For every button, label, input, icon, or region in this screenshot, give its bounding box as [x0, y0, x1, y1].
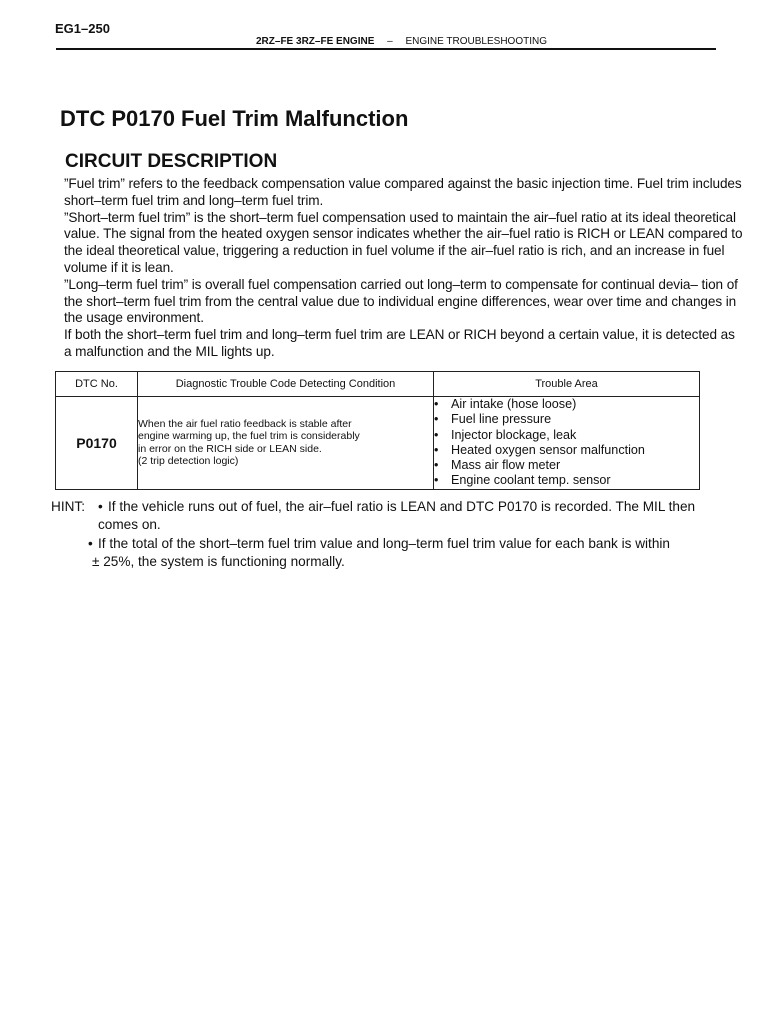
table-row	[56, 397, 700, 490]
list-item	[434, 397, 699, 412]
running-header	[256, 36, 547, 47]
running-header-dash: –	[387, 36, 393, 47]
column-header-condition: Diagnostic Trouble Code Detecting Condition	[138, 372, 434, 397]
description-paragraph: ”Short–term fuel trim” is the short–term fuel compensation used to maintain the air–fuel ratio at its ideal theoretical value. The signal from the heated oxygen sensor indicates whether the air–fuel ratio is RICH or LEAN compared to the ideal theoretical value, triggering a reduction in fuel volume if the air–fuel ratio is rich, and an increase in fuel volume if it is lean.	[64, 209, 743, 275]
bullet-icon: •	[434, 427, 439, 442]
detecting-condition	[138, 397, 434, 490]
condition-line: in error on the RICH side or LEAN side.	[138, 442, 322, 455]
dtc-table	[55, 371, 700, 490]
bullet-icon: •	[434, 442, 439, 457]
header-rule	[56, 48, 716, 50]
list-item	[434, 428, 699, 443]
description-paragraph: If both the short–term fuel trim and long–term fuel trim are LEAN or RICH beyond a certain value, it is detected as a malfunction and the MIL lights up.	[64, 327, 735, 359]
column-header-trouble-area: Trouble Area	[434, 372, 700, 397]
trouble-area-item: Mass air flow meter	[451, 458, 561, 473]
hint-label: HINT:	[51, 499, 85, 514]
bullet-icon: •	[434, 397, 439, 411]
trouble-area-item: Heated oxygen sensor malfunction	[451, 442, 645, 457]
section-heading: CIRCUIT DESCRIPTION	[65, 151, 278, 172]
hint-text-continued: ± 25%, the system is functioning normally.	[92, 554, 345, 569]
hint-text: If the total of the short–term fuel trim value and long–term fuel trim value for each bank is within	[98, 536, 670, 551]
bullet-icon: •	[434, 412, 439, 427]
hint-text: If the vehicle runs out of fuel, the air–fuel ratio is LEAN and DTC P0170 is recorded. The MIL then	[108, 499, 696, 514]
description-paragraph: ”Fuel trim” refers to the feedback compensation value compared against the basic injection time. Fuel trim includes short–term fuel trim and long–term fuel trim.	[64, 176, 742, 208]
list-item	[434, 473, 699, 488]
description-paragraph: ”Long–term fuel trim” is overall fuel compensation carried out long–term to compensate for continual devia– tion of the short–term fuel trim from the central value due to individual engine differences, wear over time and changes in the usage environment.	[64, 276, 738, 326]
trouble-area	[434, 397, 700, 490]
bullet-icon: •	[434, 458, 439, 473]
bullet-icon: •	[88, 536, 93, 551]
hint-first	[51, 498, 741, 534]
column-header-dtc-no: DTC No.	[56, 372, 138, 397]
hint-block	[51, 498, 741, 571]
trouble-area-item: Fuel line pressure	[451, 412, 552, 427]
list-item	[434, 443, 699, 458]
condition-line: engine warming up, the fuel trim is considerably	[138, 430, 360, 443]
trouble-area-list	[434, 397, 699, 489]
hint-text-continued: comes on.	[98, 517, 161, 532]
running-header-engine: 2RZ–FE 3RZ–FE ENGINE	[256, 36, 375, 47]
page-title: DTC P0170 Fuel Trim Malfunction	[60, 106, 409, 131]
bullet-icon: •	[434, 473, 439, 488]
condition-line: When the air fuel ratio feedback is stable after	[138, 417, 352, 430]
trouble-area-item: Air intake (hose loose)	[451, 397, 577, 411]
running-header-section: ENGINE TROUBLESHOOTING	[405, 36, 547, 47]
list-item	[434, 412, 699, 427]
condition-line: (2 trip detection logic)	[138, 455, 239, 468]
trouble-area-item: Injector blockage, leak	[451, 427, 577, 442]
dtc-code: P0170	[56, 397, 138, 490]
hint-item	[51, 535, 741, 571]
hint-item	[98, 498, 741, 534]
list-item	[434, 458, 699, 473]
table-header-row	[56, 372, 700, 397]
bullet-icon: •	[98, 499, 103, 514]
page-number: EG1–250	[55, 21, 110, 36]
trouble-area-item: Engine coolant temp. sensor	[451, 473, 611, 488]
circuit-description	[64, 176, 744, 361]
